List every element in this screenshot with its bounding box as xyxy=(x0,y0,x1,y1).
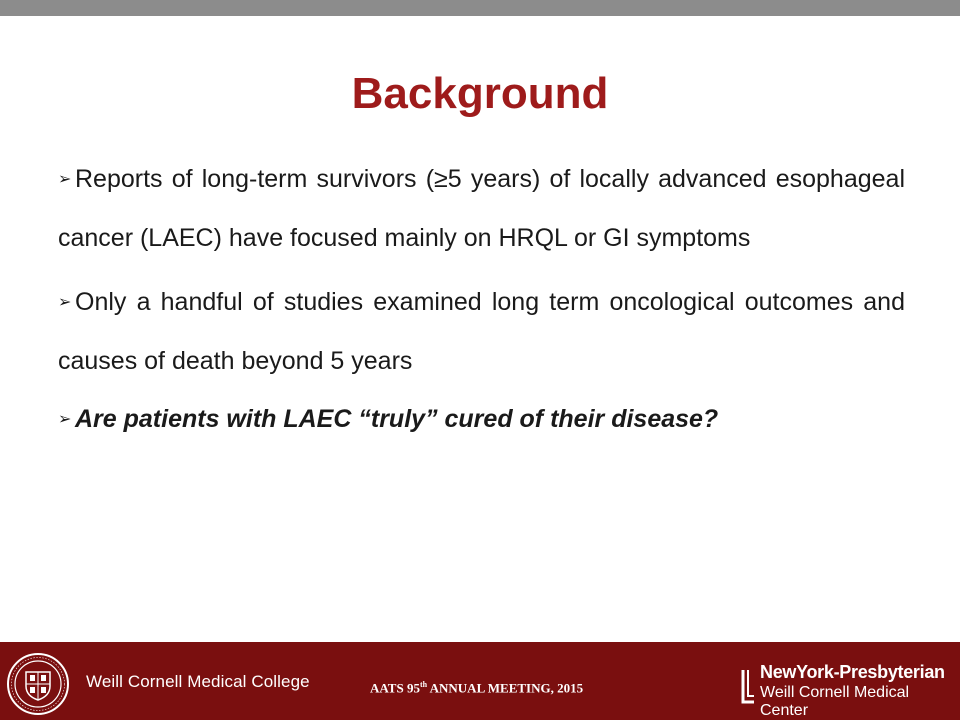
bullet-item-question xyxy=(58,390,905,449)
meeting-label: AATS 95th ANNUAL MEETING, 2015 xyxy=(370,680,584,696)
arrow-bullet-icon: ➢ xyxy=(58,294,72,311)
bullet-text: Only a handful of studies examined long term oncological outcomes and causes of death beyond 5 years xyxy=(58,288,905,375)
bullet-text: cured of their disease? xyxy=(437,405,719,433)
bullet-item xyxy=(58,273,905,390)
bullet-text: Reports of long-term survivors (≥5 years) of locally advanced esophageal cancer (LAEC) have focused mainly on HRQL or GI symptoms xyxy=(58,165,905,252)
bullet-text: Are patients with LAEC xyxy=(75,405,359,433)
close-quote: ” xyxy=(425,405,438,433)
bullet-item xyxy=(58,150,905,267)
bullet-list xyxy=(58,150,905,449)
weill-cornell-college-name: Weill Cornell Medical College xyxy=(86,672,310,691)
arrow-bullet-icon: ➢ xyxy=(58,171,72,188)
open-quote: “ xyxy=(358,405,371,433)
arrow-bullet-icon: ➢ xyxy=(58,411,72,428)
slide-title: Background xyxy=(351,69,609,118)
nyp-name: NewYork-Presbyterian xyxy=(760,662,945,682)
cornell-seal-icon xyxy=(6,652,70,716)
emphasis-text: truly xyxy=(370,405,426,433)
footer-bar xyxy=(0,642,960,720)
nyp-subname: Weill Cornell Medical Center xyxy=(760,684,910,719)
nyp-logo-mark-icon xyxy=(741,668,755,704)
top-bar xyxy=(0,0,960,16)
